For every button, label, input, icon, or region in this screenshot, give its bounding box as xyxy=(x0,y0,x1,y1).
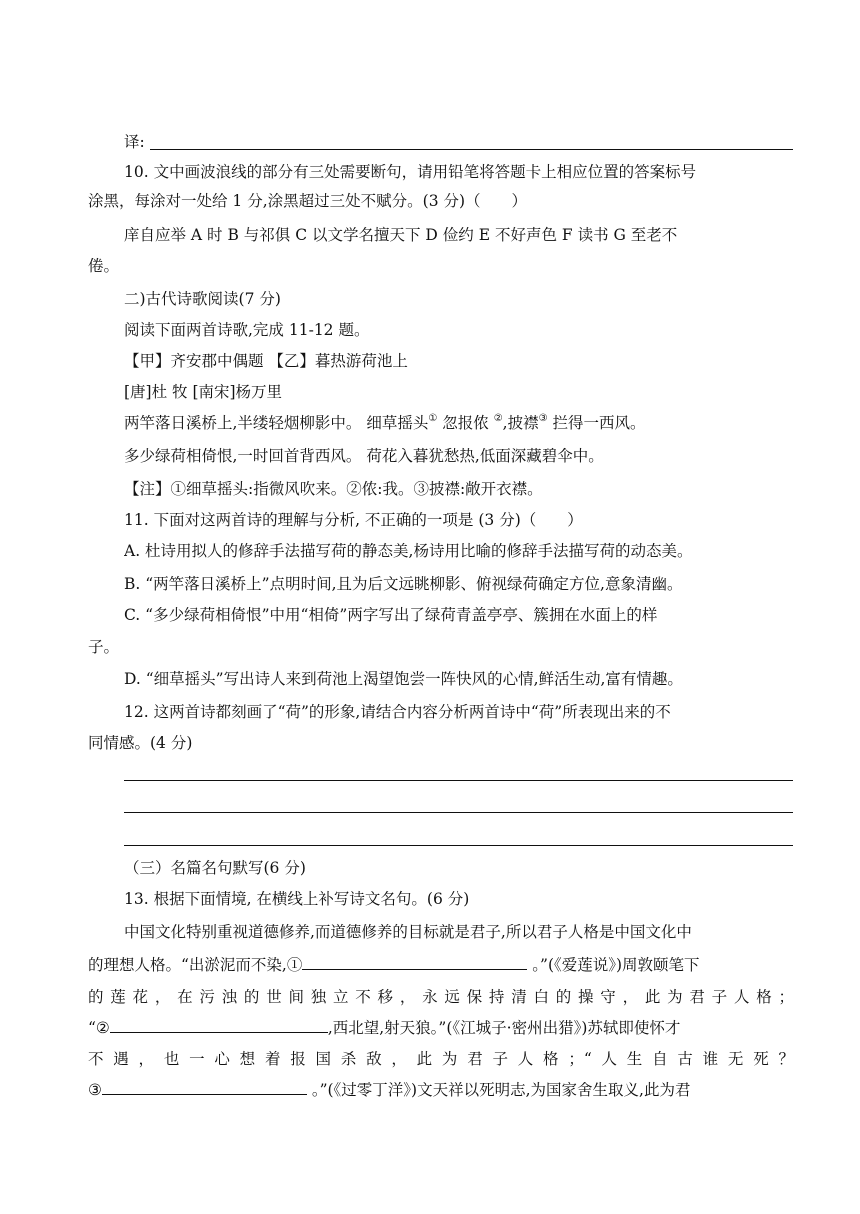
poem-titles: 【甲】齐安郡中偶题 【乙】暮热游荷池上 xyxy=(124,352,408,370)
translation-answer-line[interactable] xyxy=(150,149,793,150)
q10-passage-line-2: 倦。 xyxy=(88,257,120,275)
q12-line-1: 12. 这两首诗都刻画了“荷”的形象,请结合内容分析两首诗中“荷”所表现出来的不 xyxy=(124,703,671,721)
q11-option-d[interactable]: D. “细草摇头”写出诗人来到荷池上渴望饱尝一阵快风的心情,鲜活生动,富有情趣。 xyxy=(124,670,683,688)
q11-option-b[interactable]: B. “两竿落日溪桥上”点明时间,且为后文远眺柳影、俯视绿荷确定方位,意象清幽。 xyxy=(124,575,683,593)
q13-paragraph-line-6 xyxy=(88,1080,794,1100)
verse-1-part-b: 忽报侬 xyxy=(437,414,494,432)
q11-option-c-line-2: 子。 xyxy=(88,638,120,656)
q13-paragraph-line-1: 中国文化特别重视道德修养,而道德修养的目标就是君子,所以君子人格是中国文化中 xyxy=(124,923,692,941)
blank-1[interactable] xyxy=(302,955,527,970)
q12-answer-line-3[interactable] xyxy=(124,845,793,846)
blank-2[interactable] xyxy=(110,1018,328,1033)
translation-label: 译: xyxy=(124,133,145,151)
verse-1-part-d: 拦得一西风。 xyxy=(547,414,646,432)
q13-line-6-text-a: ③ xyxy=(88,1081,102,1099)
q13-stem: 13. 根据下面情境, 在横线上补写诗文名句。(6 分) xyxy=(124,890,470,908)
footnote-mark-2: ② xyxy=(493,413,503,424)
q13-line-2-text-a: 的理想人格。“出淤泥而不染,① xyxy=(88,956,303,974)
q11-option-a[interactable]: A. 杜诗用拟人的修辞手法描写荷的静态美,杨诗用比喻的修辞手法描写荷的动态美。 xyxy=(124,542,693,560)
poem-notes: 【注】①细草摇头:指微风吹来。②侬:我。③披襟:敞开衣襟。 xyxy=(124,480,543,498)
q13-paragraph-line-5: 不遇，也一心想着报国杀敌，此为君子人格；“人生自古谁无死？ xyxy=(88,1050,794,1068)
footnote-mark-1: ① xyxy=(428,413,438,424)
q11-stem: 11. 下面对这两首诗的理解与分析, 不正确的一项是 (3 分)（ ） xyxy=(124,511,583,529)
q13-paragraph-line-3: 的莲花，在污浊的世间独立不移，永远保持清白的操守，此为君子人格； xyxy=(88,988,794,1006)
q12-answer-line-2[interactable] xyxy=(124,812,793,813)
poem-authors: [唐]杜 牧 [南宋]杨万里 xyxy=(124,383,283,401)
section-2-heading: 二)古代诗歌阅读(7 分) xyxy=(124,290,281,308)
section-3-heading: （三）名篇名句默写(6 分) xyxy=(124,859,306,877)
q10-line-1: 10. 文中画波浪线的部分有三处需要断句，请用铅笔将答题卡上相应位置的答案标号 xyxy=(124,163,697,181)
poem-verse-2: 多少绿荷相倚恨,一时回首背西风。 荷花入暮犹愁热,低面深藏碧伞中。 xyxy=(124,447,604,465)
q13-line-2-text-b: 。”(《爱莲说》)周敦颐笔下 xyxy=(527,956,700,974)
section-2-instruction: 阅读下面两首诗歌,完成 11-12 题。 xyxy=(124,321,370,339)
q13-line-4-text-a: “② xyxy=(88,1019,110,1037)
q12-answer-line-1[interactable] xyxy=(124,780,793,781)
blank-3[interactable] xyxy=(102,1080,307,1095)
poem-verse-1 xyxy=(124,413,794,433)
verse-1-part-c: ,披襟 xyxy=(502,414,539,432)
verse-1-part-a: 两竿落日溪桥上,半缕轻烟柳影中。 细草摇头 xyxy=(124,414,429,432)
q13-paragraph-line-4 xyxy=(88,1018,794,1038)
q13-line-6-text-b: 。”(《过零丁洋》)文天祥以死明志,为国家舍生取义,此为君 xyxy=(306,1081,691,1099)
q11-option-c-line-1[interactable]: C. “多少绿荷相倚恨”中用“相倚”两字写出了绿荷青盖亭亭、簇拥在水面上的样 xyxy=(124,606,658,624)
footnote-mark-3: ③ xyxy=(538,413,548,424)
q13-line-4-text-b: ,西北望,射天狼。”(《江城子·密州出猎》)苏轼即使怀才 xyxy=(327,1019,681,1037)
q10-line-2: 涂黑，每涂对一处给 1 分,涂黑超过三处不赋分。(3 分)（ ） xyxy=(88,192,528,210)
q13-paragraph-line-2 xyxy=(88,955,794,975)
q10-passage-line-1: 庠自应举 A 时 B 与祁俱 C 以文学名擅天下 D 俭约 E 不好声色 F 读书 G 至老不 xyxy=(124,226,678,244)
q12-line-2: 同情感。(4 分) xyxy=(88,734,193,752)
